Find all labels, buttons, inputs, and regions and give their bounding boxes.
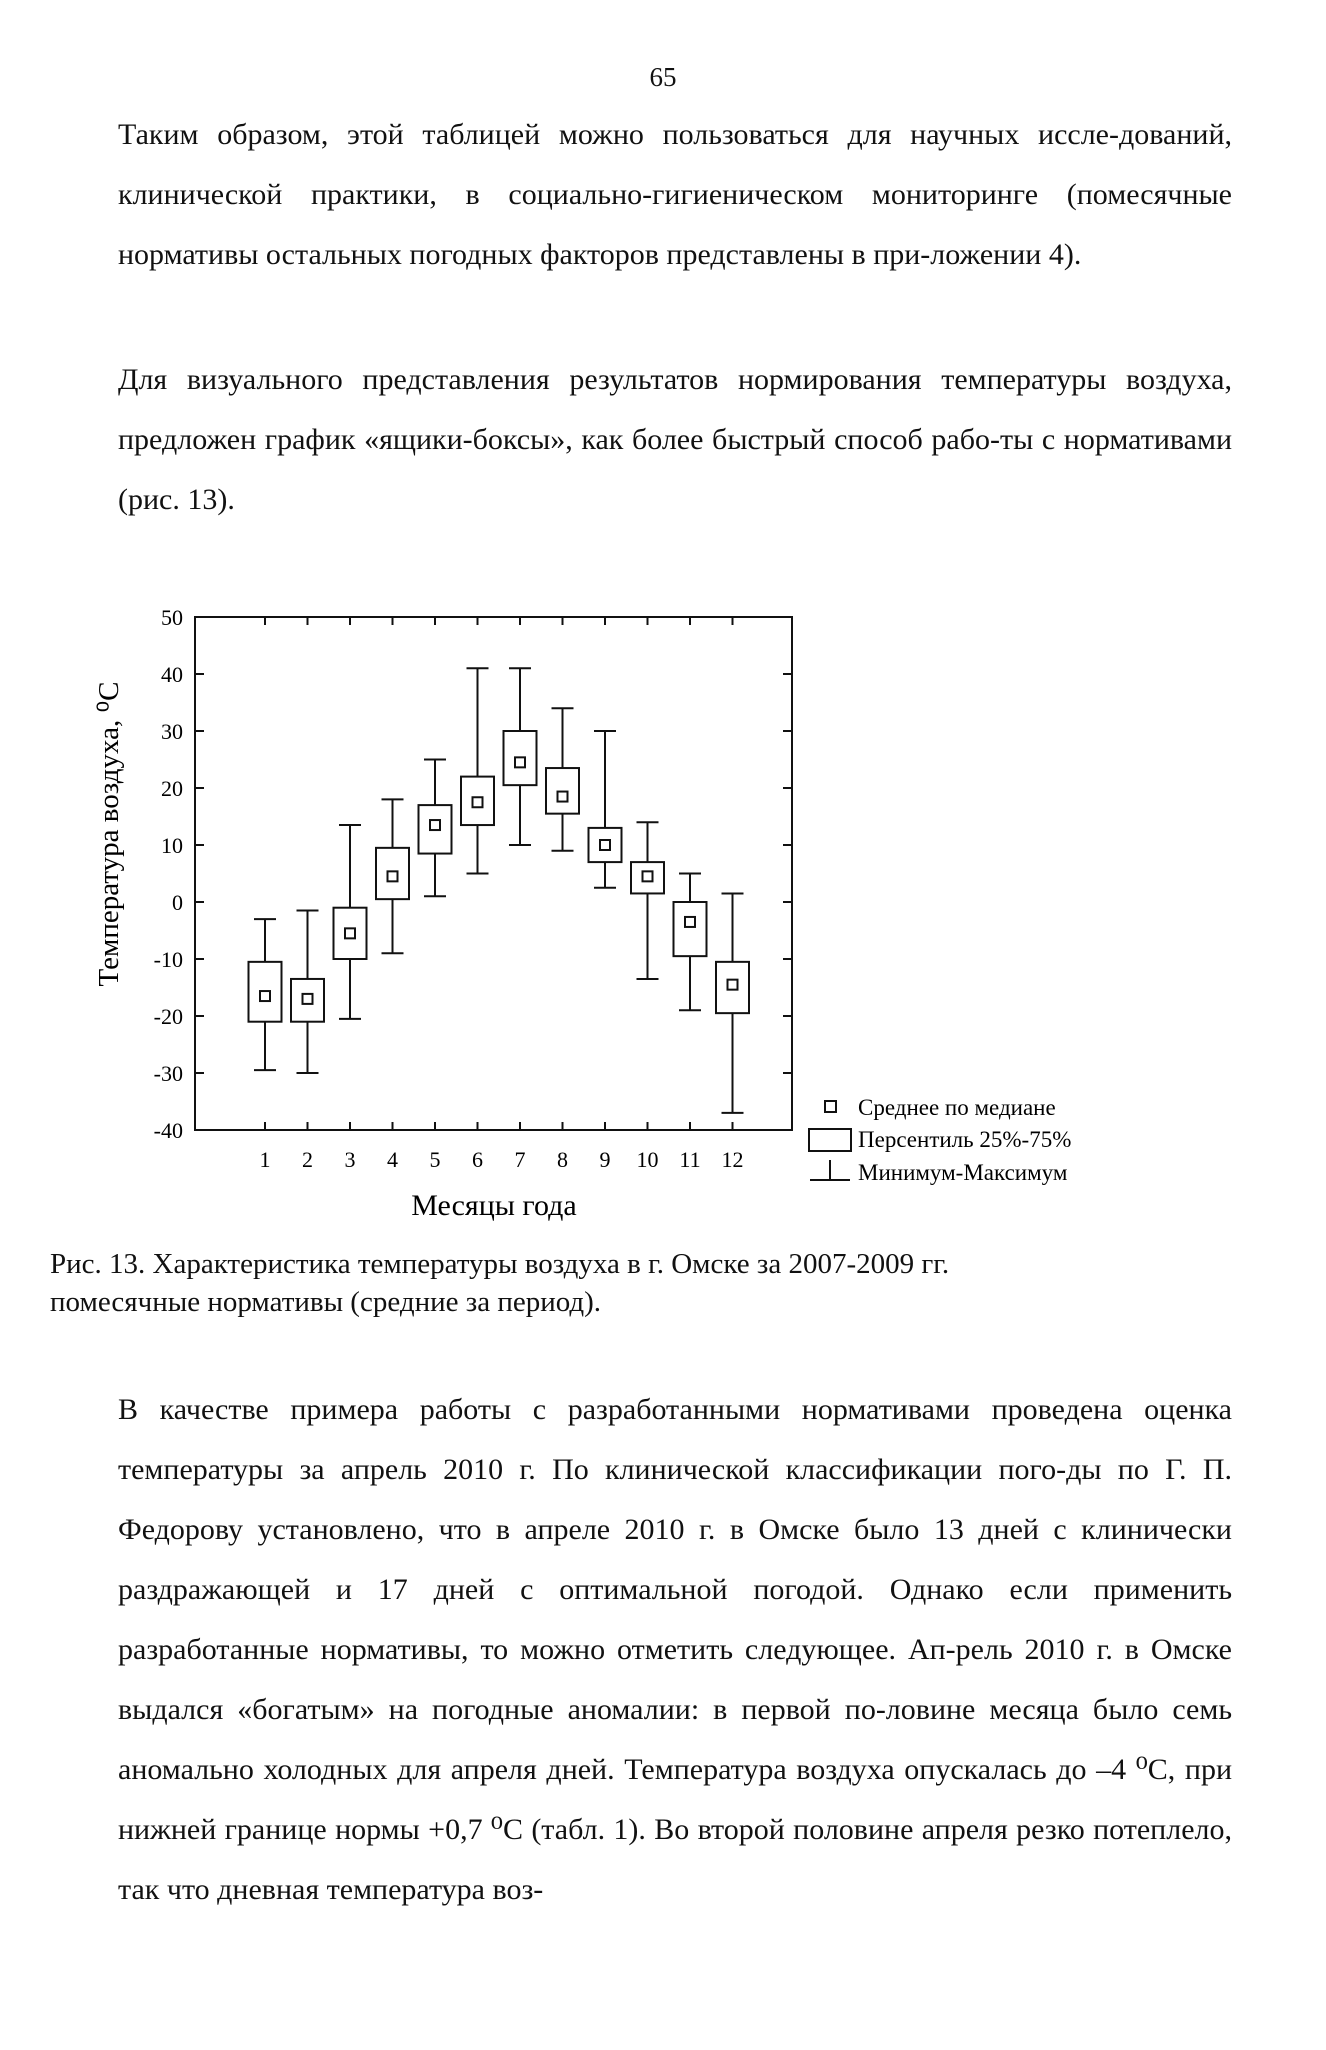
legend-label: Минимум-Максимум bbox=[858, 1160, 1068, 1185]
median-marker bbox=[345, 928, 355, 938]
x-tick-label: 4 bbox=[387, 1147, 398, 1172]
box-month-5 bbox=[419, 760, 452, 897]
y-tick-label: 10 bbox=[161, 833, 183, 858]
median-marker bbox=[600, 840, 610, 850]
box-iqr bbox=[291, 979, 324, 1022]
x-tick-label: 8 bbox=[557, 1147, 568, 1172]
box-iqr bbox=[716, 962, 749, 1013]
box-iqr bbox=[249, 962, 282, 1022]
box-iqr bbox=[419, 805, 452, 853]
caption-line-1: Рис. 13. Характеристика температуры воздуха в г. Омске за 2007-2009 гг. bbox=[50, 1248, 950, 1280]
x-tick-label: 5 bbox=[429, 1147, 441, 1172]
y-tick-label: 30 bbox=[161, 719, 183, 744]
paragraph-2: Для визуального представления результатов нормирования температуры воздуха, предложен график «ящики-боксы», как более быстрый способ рабо-ты с нормативами (рис. 13). bbox=[118, 363, 1232, 516]
box-iqr bbox=[334, 908, 367, 959]
y-tick-label: -40 bbox=[153, 1118, 183, 1143]
y-tick-label: 40 bbox=[161, 662, 183, 687]
box-month-2 bbox=[291, 911, 324, 1073]
box-month-9 bbox=[589, 731, 622, 888]
median-marker bbox=[430, 820, 440, 830]
legend-label: Персентиль 25%-75% bbox=[858, 1127, 1072, 1152]
box-iqr bbox=[546, 768, 579, 814]
caption-line-2: помесячные нормативы (средние за период). bbox=[50, 1286, 602, 1318]
x-tick-label: 12 bbox=[721, 1147, 744, 1172]
median-marker bbox=[515, 757, 525, 767]
x-tick-label: 1 bbox=[259, 1147, 271, 1172]
y-tick-label: 50 bbox=[161, 605, 183, 630]
plot-frame bbox=[195, 617, 792, 1130]
x-axis-label: Месяцы года bbox=[411, 1189, 577, 1222]
box-month-12 bbox=[716, 893, 749, 1112]
box-month-1 bbox=[249, 919, 282, 1070]
paragraph-3: В качестве примера работы с разработанными нормативами проведена оценка температуры за апрель 2010 г. По клинической классификации пого-ды по Г. П. Федорову установлено, что в апреле 2010 г. в Омске было 13 дней с клинически раздражающей и 17 дней с оптимальной погодой. Однако если применить разработанные нормативы, то можно отметить следующее. Ап-рель 2010 г. в Омске выдался «богатым» на погодные аномалии: в первой по-ловине месяца было семь аномально холодных для апреля дней. Температура воздуха опускалась до –4 ⁰С, при нижней границе нормы +0,7 ⁰С (табл. 1). Во второй половине апреля резко потеплело, так что дневная температура воз- bbox=[118, 1393, 1232, 1906]
median-marker bbox=[643, 871, 653, 881]
box-month-6 bbox=[461, 668, 494, 873]
legend-median-symbol bbox=[825, 1101, 836, 1112]
y-axis-label: Температура воздуха, ⁰С bbox=[93, 681, 125, 987]
box-month-8 bbox=[546, 708, 579, 851]
x-tick-label: 7 bbox=[514, 1147, 526, 1172]
page-number: 65 bbox=[649, 62, 677, 92]
legend-box-symbol bbox=[809, 1129, 851, 1151]
box-month-4 bbox=[376, 799, 409, 953]
box-iqr bbox=[376, 848, 409, 899]
median-marker bbox=[728, 980, 738, 990]
legend-label: Среднее по медиане bbox=[858, 1095, 1056, 1120]
box-iqr bbox=[504, 731, 537, 785]
box-month-10 bbox=[631, 822, 664, 979]
y-tick-label: -10 bbox=[153, 947, 183, 972]
x-tick-label: 2 bbox=[302, 1147, 313, 1172]
y-tick-label: -30 bbox=[153, 1061, 183, 1086]
x-tick-label: 6 bbox=[472, 1147, 483, 1172]
x-tick-label: 3 bbox=[344, 1147, 356, 1172]
median-marker bbox=[303, 994, 313, 1004]
box-month-3 bbox=[334, 825, 367, 1019]
x-tick-label: 11 bbox=[679, 1147, 701, 1172]
x-tick-label: 9 bbox=[599, 1147, 611, 1172]
box-iqr bbox=[589, 828, 622, 862]
y-tick-label: 0 bbox=[172, 890, 183, 915]
legend bbox=[809, 1095, 1071, 1185]
median-marker bbox=[260, 991, 270, 1001]
median-marker bbox=[558, 792, 568, 802]
y-tick-label: 20 bbox=[161, 776, 183, 801]
box-month-7 bbox=[504, 668, 537, 845]
box-iqr bbox=[461, 777, 494, 825]
x-tick-label: 10 bbox=[636, 1147, 659, 1172]
paragraph-1: Таким образом, этой таблицей можно пользоваться для научных иссле-дований, клинической практики, в социально-гигиеническом мониторинге (помесячные нормативы остальных погодных факторов представлены в при-ложении 4). bbox=[118, 118, 1232, 271]
box-iqr bbox=[674, 902, 707, 956]
box-month-11 bbox=[674, 874, 707, 1011]
box-iqr bbox=[631, 862, 664, 893]
y-tick-label: -20 bbox=[153, 1004, 183, 1029]
median-marker bbox=[388, 871, 398, 881]
median-marker bbox=[473, 797, 483, 807]
figure-caption bbox=[50, 1245, 1280, 1321]
median-marker bbox=[685, 917, 695, 927]
